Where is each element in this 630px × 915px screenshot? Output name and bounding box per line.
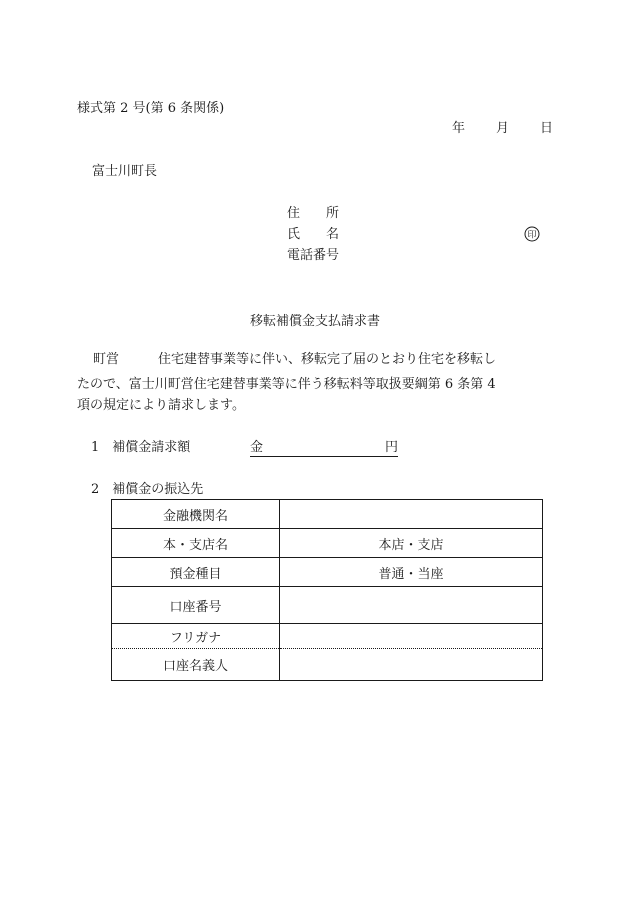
form-number: 様式第 2 号(第 6 条関係)	[77, 101, 225, 116]
body-line-2: たので、富士川町営住宅建替事業等に伴う移転料等取扱要綱第 6 条第 4	[77, 377, 496, 392]
phone-label: 電話番号	[287, 248, 340, 263]
deposit-type-value: 普通・当座	[280, 558, 543, 587]
branch-name-label: 本・支店名	[112, 529, 280, 558]
furigana-value	[280, 624, 543, 649]
deposit-type-label: 預金種目	[112, 558, 280, 587]
address-label: 住 所	[287, 206, 340, 221]
account-number-label: 口座番号	[112, 587, 280, 624]
table-row	[112, 624, 543, 649]
furigana-label: フリガナ	[112, 624, 280, 649]
table-row	[112, 649, 543, 681]
seal-text: 印	[527, 230, 537, 241]
claim-amount-label: 1 補償金請求額	[91, 440, 191, 455]
bank-name-label: 金融機関名	[112, 500, 280, 529]
date-month: 月	[496, 121, 510, 136]
transfer-destination-label: 2 補償金の振込先	[91, 482, 204, 497]
table-row	[112, 529, 543, 558]
seal-icon	[524, 226, 540, 242]
account-holder-value	[280, 649, 543, 681]
body-line-1: 町営 住宅建替事業等に伴い、移転完了届のとおり住宅を移転し	[93, 352, 497, 367]
branch-name-value: 本店・支店	[280, 529, 543, 558]
date-year: 年	[452, 121, 466, 136]
body-line-3: 項の規定により請求します。	[77, 398, 245, 413]
account-number-value	[280, 587, 543, 624]
date-day: 日	[540, 121, 554, 136]
claim-amount-field	[250, 440, 398, 457]
table-row	[112, 558, 543, 587]
table-row	[112, 587, 543, 624]
account-holder-label: 口座名義人	[112, 649, 280, 681]
page-title: 移転補償金支払請求書	[249, 314, 380, 329]
amount-unit: 円	[384, 440, 398, 455]
bank-account-table	[111, 499, 543, 681]
amount-prefix: 金	[250, 440, 264, 455]
table-row	[112, 500, 543, 529]
recipient: 富士川町長	[92, 164, 158, 179]
bank-name-value	[280, 500, 543, 529]
name-label: 氏 名	[287, 227, 340, 242]
